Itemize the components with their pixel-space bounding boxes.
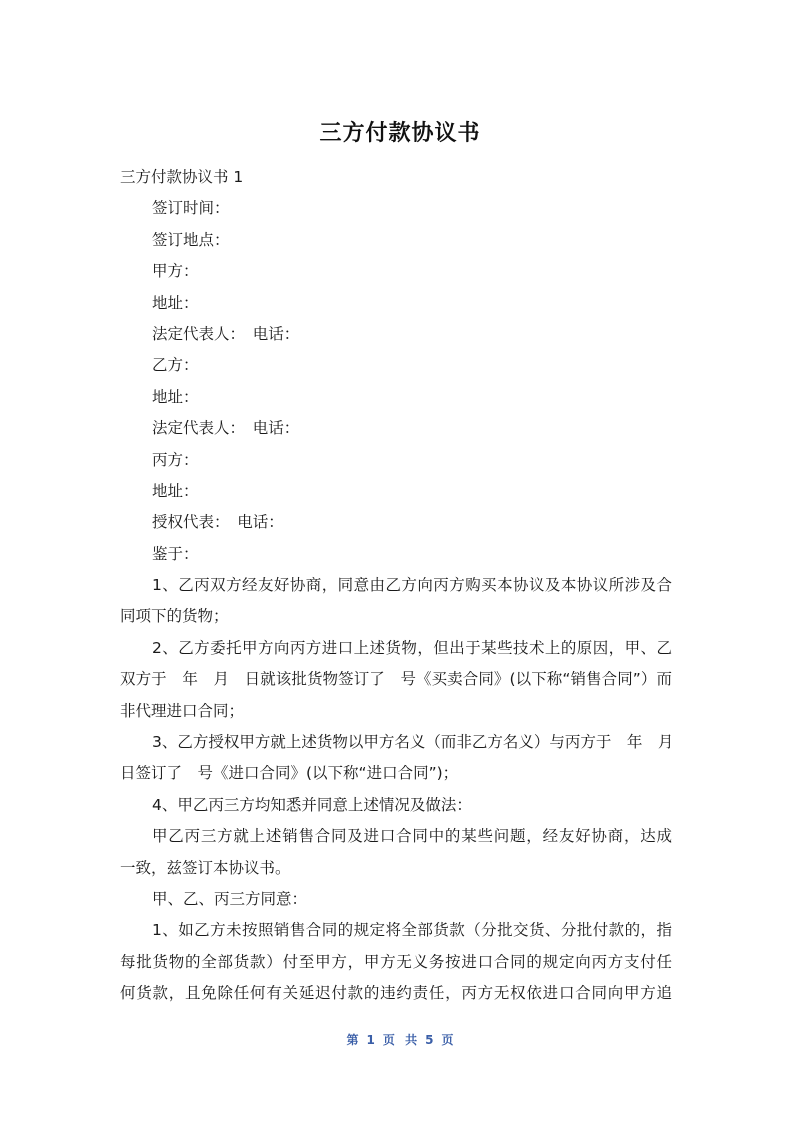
body-line: 鉴于： [152,544,199,563]
page-label-mid: 页 共 [382,1033,418,1047]
body-line: 地址： [152,293,199,312]
body-line: 2、乙方委托甲方向丙方进口上述货物，但出于某些技术上的原因，甲、乙 [152,638,672,657]
document-body [120,162,672,1010]
body-line: 签订时间： [152,199,230,218]
body-line: 每批货物的全部货款）付至甲方，甲方无义务按进口合同的规定向丙方支付任 [120,952,672,971]
body-line: 1、乙丙双方经友好协商，同意由乙方向丙方购买本协议及本协议所涉及合 [152,576,672,595]
total-pages: 5 [425,1033,434,1047]
page-footer [0,1031,800,1048]
body-line: 丙方： [152,450,199,469]
body-line: 双方于 年 月 日就该批货物签订了 号《买卖合同》(以下称“销售合同”）而 [120,670,672,689]
body-line: 一致，兹签订本协议书。 [120,858,291,877]
body-line: 1、如乙方未按照销售合同的规定将全部货款（分批交货、分批付款的，指 [152,921,672,940]
body-line: 授权代表： 电话： [152,513,284,532]
body-line: 4、甲乙丙三方均知悉并同意上述情况及做法： [152,795,472,814]
body-line: 法定代表人： 电话： [152,419,300,438]
page-label-suffix: 页 [441,1033,454,1047]
document-title: 三方付款协议书 [319,121,481,146]
body-line: 法定代表人： 电话： [152,324,300,343]
body-line: 签订地点： [152,230,230,249]
body-line: 非代理进口合同； [120,701,245,720]
body-line: 同项下的货物； [120,607,229,626]
body-line: 3、乙方授权甲方就上述货物以甲方名义（而非乙方名义）与丙方于 年 月 [152,733,674,752]
body-line: 乙方： [152,356,199,375]
body-line: 甲乙丙三方就上述销售合同及进口合同中的某些问题，经友好协商，达成 [152,827,672,846]
body-line: 何货款，且免除任何有关延迟付款的违约责任，丙方无权依进口合同向甲方追 [120,984,672,1003]
page-label-prefix: 第 [346,1033,359,1047]
page-number: 1 [366,1033,375,1047]
body-line: 地址： [152,481,199,500]
body-line: 地址： [152,387,199,406]
document-subtitle: 三方付款协议书 1 [120,168,244,186]
body-line: 甲方： [152,262,199,281]
body-line: 日签订了 号《进口合同》(以下称“进口合同”)； [120,764,459,783]
body-line: 甲、乙、丙三方同意： [152,889,308,908]
